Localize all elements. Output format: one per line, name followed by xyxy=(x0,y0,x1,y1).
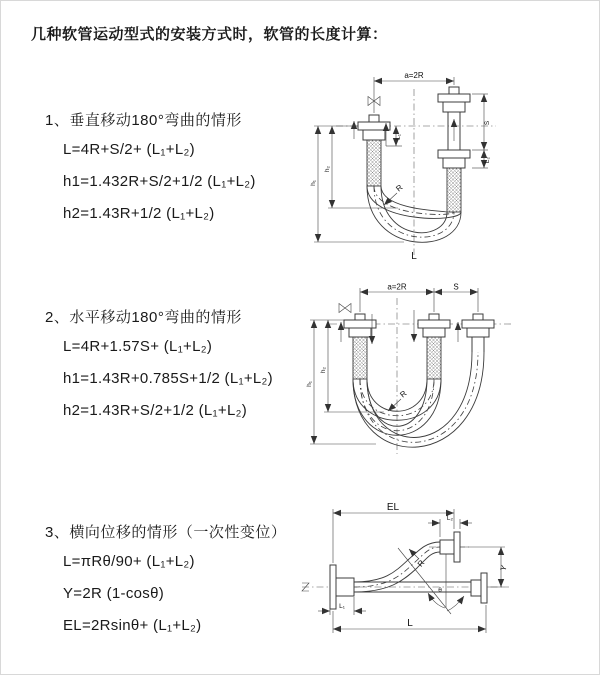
section-1-formula-h1: h1=1.432R+S/2+1/2 (L₁+L₂) xyxy=(63,173,256,190)
left-fitting xyxy=(344,314,376,379)
dim-l2 xyxy=(428,515,472,537)
dim-l1 xyxy=(318,597,366,615)
displaced-hose xyxy=(354,532,460,592)
section-1-formula-L: L=4R+S/2+ (L₁+L₂) xyxy=(63,141,195,158)
right-fitting xyxy=(438,87,470,212)
radius-label: R xyxy=(394,182,405,194)
dim-h1-label: h₁ xyxy=(310,180,317,186)
section-2-formula-h1: h1=1.43R+0.785S+1/2 (L₁+L₂) xyxy=(63,370,273,387)
dim-h2-label: h₂ xyxy=(320,366,327,374)
dim-h2-label: h₂ xyxy=(324,165,331,173)
dim-el-label: EL xyxy=(386,502,400,513)
page-title: 几种软管运动型式的安装方式时，软管的长度计算： xyxy=(31,26,388,43)
dim-l1-label: L₁ xyxy=(339,603,345,610)
dim-l1-label: L₁ xyxy=(395,134,402,140)
section-1-formula-h2: h2=1.43R+1/2 (L₁+L₂) xyxy=(63,205,215,222)
valve-icon xyxy=(339,304,351,313)
section-2-number: 2、 xyxy=(45,309,70,326)
angle-label: θ xyxy=(438,587,442,594)
dim-y-label: Y xyxy=(498,564,509,573)
dim-s-l2 xyxy=(472,94,491,168)
section-2-title: 水平移动180°弯曲的情形 xyxy=(69,309,242,326)
length-label: L xyxy=(411,251,417,262)
section-1-number: 1、 xyxy=(45,112,70,129)
diagram-vertical-180-bend xyxy=(306,71,591,261)
dim-a2r-label: a=2R xyxy=(387,282,407,292)
dim-l xyxy=(333,605,486,633)
section-3-formula-Y: Y=2R (1-cosθ) xyxy=(63,585,165,602)
section-1-title: 垂直移动180°弯曲的情形 xyxy=(69,112,242,129)
right-fitting xyxy=(462,314,494,352)
section-2-formula-h2: h2=1.43R+S/2+1/2 (L₁+L₂) xyxy=(63,402,248,419)
dim-h xyxy=(310,126,404,242)
radius-label: R xyxy=(415,558,427,569)
dim-l2-label: L₂ xyxy=(446,515,454,522)
dim-a2r-label: a=2R xyxy=(404,71,424,80)
section-3-heading xyxy=(45,521,286,542)
diagram-lateral-displacement xyxy=(297,501,600,643)
dim-el xyxy=(333,502,454,563)
dim-s-label: S xyxy=(484,120,491,126)
section-3-number: 3、 xyxy=(45,524,70,541)
hose-curves xyxy=(353,352,484,447)
centerlines xyxy=(336,89,496,255)
dim-h1-label: h₁ xyxy=(306,381,313,387)
section-1-heading xyxy=(45,109,242,130)
section-2-heading xyxy=(45,306,242,327)
section-3-title: 横向位移的情形（一次性变位） xyxy=(69,524,287,541)
dim-l-label: L xyxy=(407,618,413,629)
section-3-formula-L: L=πRθ/90+ (L₁+L₂) xyxy=(63,553,195,570)
dim-s-label: S xyxy=(453,282,459,292)
left-fitting xyxy=(358,115,390,186)
radius-leader xyxy=(388,389,409,411)
section-3-formula-EL: EL=2Rsinθ+ (L₁+L₂) xyxy=(63,617,202,634)
dim-l2-label: L₂ xyxy=(484,156,491,164)
straight-position xyxy=(354,573,487,603)
dim-a2r-s xyxy=(360,283,478,313)
section-2-formula-L: L=4R+1.57S+ (L₁+L₂) xyxy=(63,338,213,355)
diagram-horizontal-180-bend xyxy=(304,284,599,459)
middle-fitting xyxy=(418,314,450,379)
radius-label: R xyxy=(398,388,409,400)
